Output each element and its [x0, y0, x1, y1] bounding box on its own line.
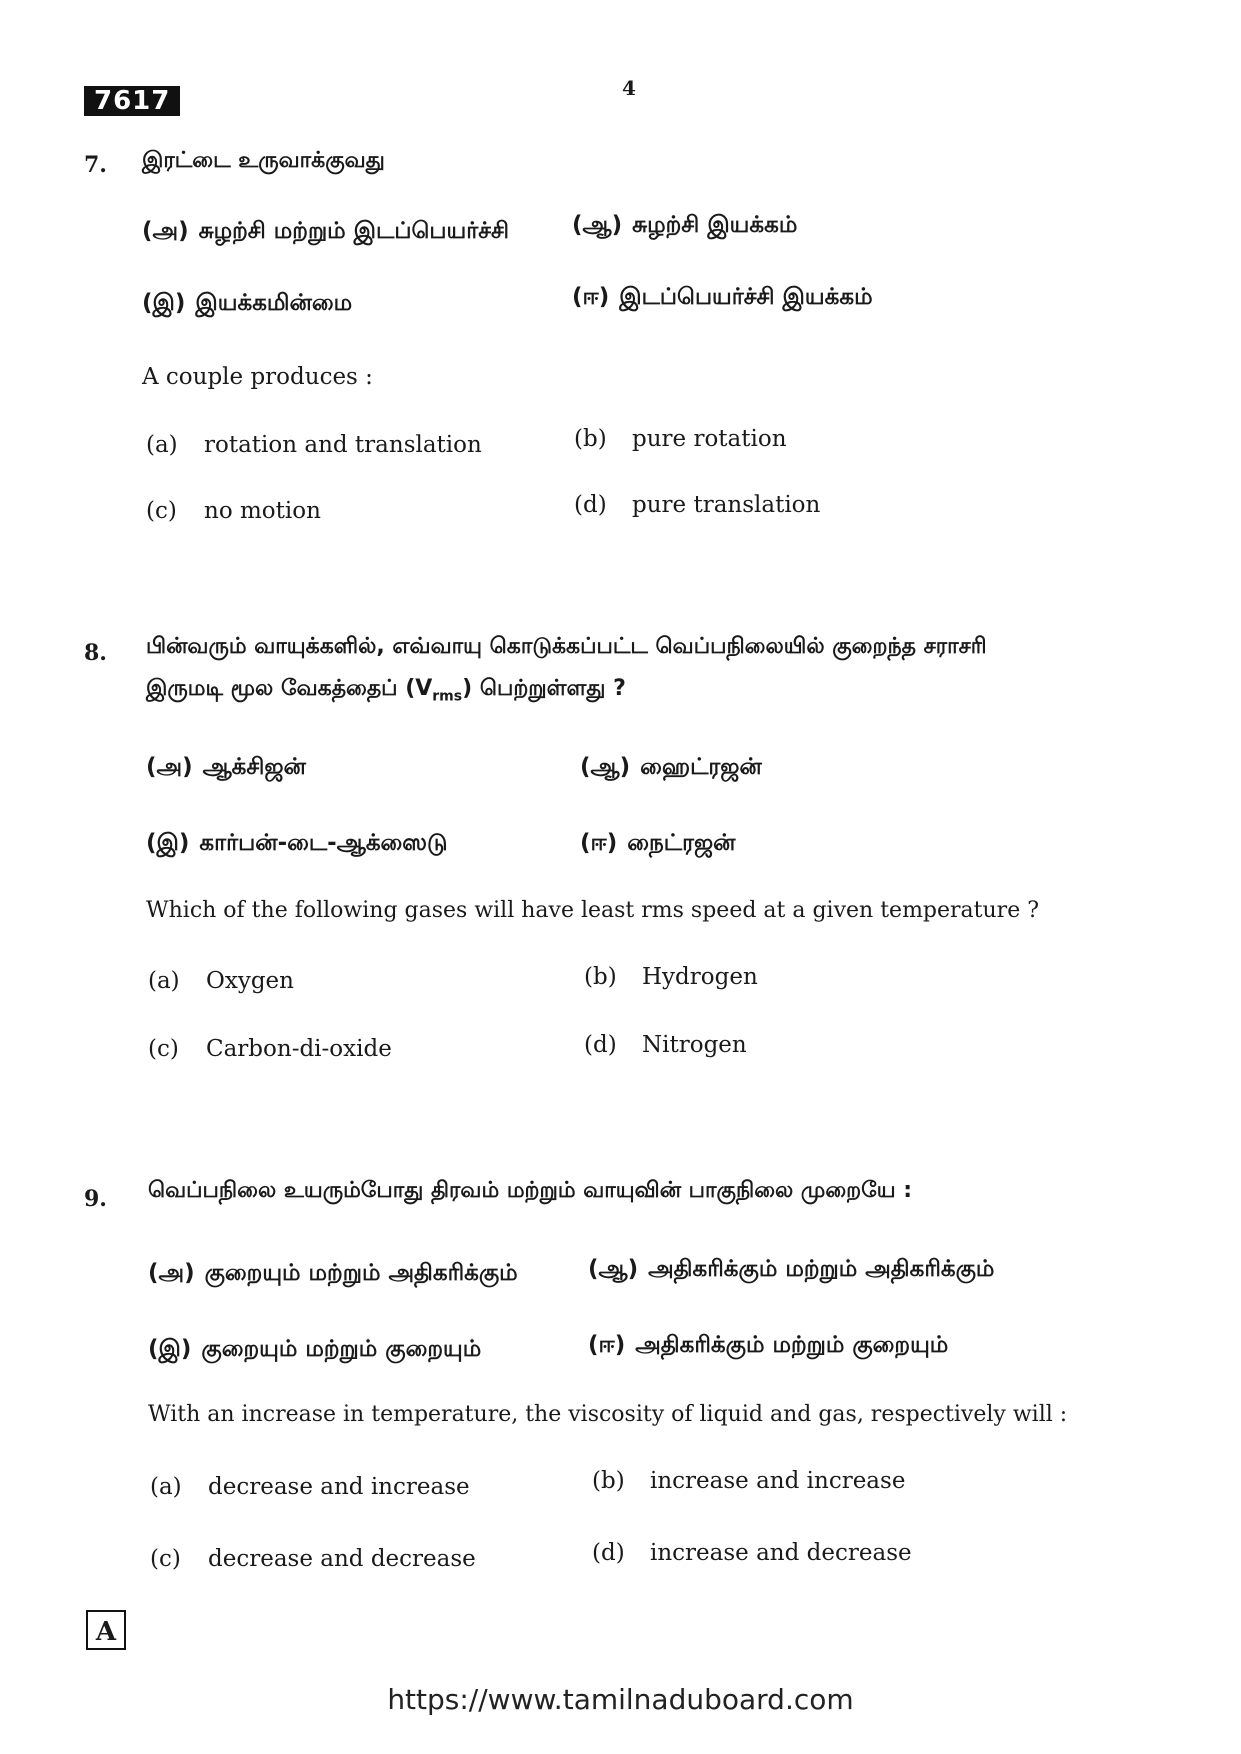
question-7-option-a: (a) rotation and translation — [146, 432, 482, 458]
question-7-tamil-option-c: (இ) இயக்கமின்மை — [142, 290, 353, 316]
question-7-tamil-option-b: (ஆ) சுழற்சி இயக்கம் — [572, 212, 798, 238]
question-9-tamil-text: வெப்பநிலை உயரும்போது திரவம் மற்றும் வாயுவின் பாகுநிலை முறையே : — [148, 1178, 913, 1203]
question-9-option-b: (b) increase and increase — [592, 1468, 906, 1494]
question-9-tamil-option-a: (அ) குறையும் மற்றும் அதிகரிக்கும் — [148, 1260, 518, 1286]
version-mark: A — [86, 1610, 126, 1650]
question-9-tamil-option-d: (ஈ) அதிகரிக்கும் மற்றும் குறையும் — [588, 1332, 949, 1358]
question-7-english-text: A couple produces : — [142, 364, 373, 390]
question-7-tamil-option-d: (ஈ) இடப்பெயர்ச்சி இயக்கம் — [572, 284, 873, 310]
question-7-tamil-text: இரட்டை உருவாக்குவது — [142, 148, 385, 173]
question-8-option-a: (a) Oxygen — [148, 968, 294, 994]
question-8-tamil-text-line1: பின்வரும் வாயுக்களில், எவ்வாயு கொடுக்கப்பட்ட வெப்பநிலையில் குறைந்த சராசரி — [146, 634, 987, 659]
question-9-option-d: (d) increase and decrease — [592, 1540, 912, 1566]
question-9-english-text: With an increase in temperature, the viscosity of liquid and gas, respectively will : — [148, 1402, 1068, 1427]
question-8-option-c: (c) Carbon-di-oxide — [148, 1036, 392, 1062]
paper-code-badge: 7617 — [84, 86, 180, 116]
question-7-option-c: (c) no motion — [146, 498, 321, 524]
source-url: https://www.tamilnaduboard.com — [387, 1683, 854, 1716]
question-9-tamil-option-b: (ஆ) அதிகரிக்கும் மற்றும் அதிகரிக்கும் — [588, 1256, 995, 1282]
question-8-option-d: (d) Nitrogen — [584, 1032, 747, 1058]
page-number: 4 — [622, 76, 636, 100]
question-7-option-d: (d) pure translation — [574, 492, 821, 518]
question-7-tamil-option-a: (அ) சுழற்சி மற்றும் இடப்பெயர்ச்சி — [142, 218, 509, 244]
question-8-tamil-text-line2: இருமடி மூல வேகத்தைப் $(V_{rms})$ பெற்றுள்ளது ? — [146, 676, 626, 705]
question-8-tamil-option-b: (ஆ) ஹைட்ரஜன் — [580, 754, 762, 780]
question-8-tamil-option-c: (இ) கார்பன்-டை-ஆக்ஸைடு — [146, 830, 448, 856]
question-8-number: 8. — [84, 640, 107, 666]
question-9-number: 9. — [84, 1186, 107, 1212]
question-8-option-b: (b) Hydrogen — [584, 964, 758, 990]
question-7-number: 7. — [84, 152, 107, 178]
question-8-tamil-option-a: (அ) ஆக்சிஜன் — [146, 754, 306, 780]
question-8-english-text: Which of the following gases will have least rms speed at a given temperature ? — [146, 898, 1039, 923]
question-8-tamil-option-d: (ஈ) நைட்ரஜன் — [580, 830, 736, 856]
question-9-option-a: (a) decrease and increase — [150, 1474, 470, 1500]
question-9-option-c: (c) decrease and decrease — [150, 1546, 476, 1572]
question-9-tamil-option-c: (இ) குறையும் மற்றும் குறையும் — [148, 1336, 482, 1362]
question-7-option-b: (b) pure rotation — [574, 426, 787, 452]
